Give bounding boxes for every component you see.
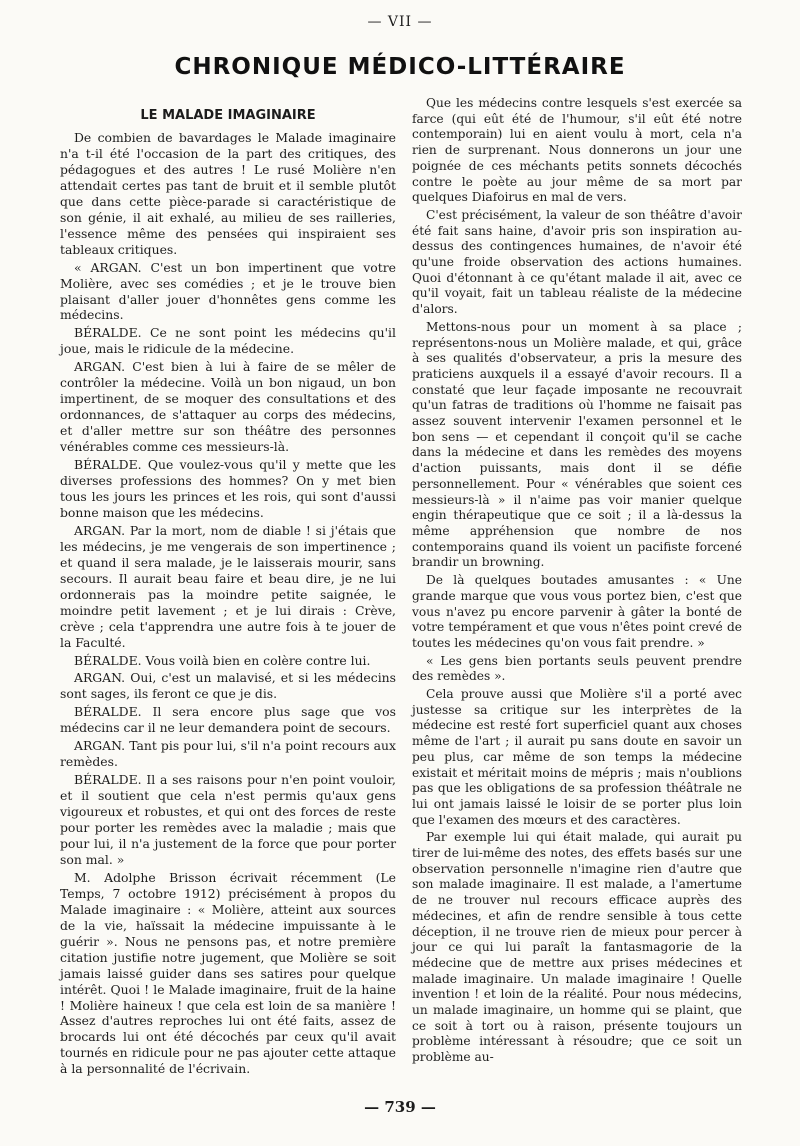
paragraph: ARGAN. Par la mort, nom de diable ! si j'étais que les médecins, je me vengerais de son impertinence ; et quand il sera malade, je le laisserais mourir, sans secours. Il aurait beau faire et beau dire, je ne lui ordonnerais pas la moindre petite saignée, le moindre petit lavement ; et je lui dirais : Crève, crève ; cela t'apprendra une autre fois à te jouer de la Faculté.	[60, 522, 396, 650]
paragraph: ARGAN. C'est bien à lui à faire de se mêler de contrôler la médecine. Voilà un bon nigaud, un bon impertinent, de se moquer des consultations et des ordonnances, de s'attaquer au corps des médecins, et d'aller mettre sur son théâtre des personnes vénérables comme ces messieurs-là.	[60, 359, 396, 455]
paragraph: ARGAN. Oui, c'est un malavisé, et si les médecins sont sages, ils feront ce que je dis.	[60, 670, 396, 702]
paragraph: BÉRALDE. Que voulez-vous qu'il y mette que les diverses professions des hommes? On y met bien tous les jours les princes et les rois, qui sont d'aussi bonne maison que les médecins.	[60, 457, 396, 520]
left-column	[60, 96, 396, 1079]
paragraph: Mettons-nous pour un moment à sa place ; représentons-nous un Molière malade, et qui, grâce à ses qualités d'observateur, a pris la mesure des praticiens auxquels il a essayé d'avoir recours. Il a constaté que leur façade imposante ne recouvrait qu'un fatras de traditions où l'homme ne faisait pas assez souvent intervenir l'examen personnel et le bon sens — et cependant il conçoit qu'il se cache dans la médecine et dans les remèdes des moyens d'action puissants, mais dont il se défie personnellement. Pour « vénérables que soient ces messieurs-là » il n'aime pas voir manier quelque engin thérapeutique que ce soit ; il a là-dessus la même appréhension que nombre de nos contemporains quand ils voient un pacifiste forcené brandir un browning.	[412, 319, 742, 570]
paragraph: BÉRALDE. Ce ne sont point les médecins qu'il joue, mais le ridicule de la médecine.	[60, 325, 396, 357]
paragraph: BÉRALDE. Vous voilà bien en colère contre lui.	[74, 652, 371, 668]
paragraph: De combien de bavardages le Malade imaginaire n'a t-il été l'occasion de la part des critiques, des pédagogues et des autres ! Le rusé Molière n'en attendait certes pas tant de bruit et il semble plutôt que dans cette pièce-parade si caractéristique de son génie, il ait exhalé, au milieu de ses railleries, l'essence même des pensées qui inspiraient ses tableaux critiques.	[60, 130, 396, 257]
section-title: CHRONIQUE MÉDICO-LITTÉRAIRE	[174, 54, 626, 80]
paragraph: Que les médecins contre lesquels s'est exercée sa farce (qui eût été de l'humour, s'il eût été notre contemporain) lui en aient voulu à mort, cela n'a rien de surprenant. Nous donnerons un jour une poignée de ces méchants petits sonnets décochés contre le poète au jour même de sa mort par quelques Diafoirus en mal de vers.	[412, 96, 742, 205]
paragraph: « Les gens bien portants seuls peuvent prendre des remèdes ».	[412, 653, 742, 684]
paragraph: C'est précisément, la valeur de son théâtre d'avoir été fait sans haine, d'avoir pris son inspiration au-dessus des contingences humaines, de n'avoir été qu'une froide observation des actions humaines. Quoi d'étonnant à ce qu'étant malade il ait, avec ce qu'il voyait, fait un tableau réaliste de la médecine d'alors.	[412, 207, 742, 317]
right-column	[412, 96, 742, 1068]
paragraph: De là quelques boutades amusantes : « Une grande marque que vous vous portez bien, c'est que vous n'avez pu encore parvenir à gâter la bonté de votre tempérament et que vous n'êtes point crevé de toutes les médecines qu'on vous fait prendre. »	[412, 573, 742, 650]
article-title: LE MALADE IMAGINAIRE	[140, 108, 316, 123]
paragraph: M. Adolphe Brisson écrivait récemment (Le Temps, 7 octobre 1912) précisément à propos du Malade imaginaire : « Molière, atteint aux sources de la vie, haïssait la médecine impuissante à le guérir ». Nous ne pensons pas, et notre première citation justifie notre jugement, que Molière se soit jamais laissé guider dans ses satires pour quelque intérêt. Quoi ! le Malade imaginaire, fruit de la haine ! Molière haineux ! que cela est loin de sa manière ! Assez d'autres reproches lui ont été faits, assez de brocards lui ont été décochés par ceux qu'il avait tournés en ridicule pour ne pas ajouter cette attaque à la personnalité de l'écrivain.	[60, 869, 396, 1077]
paragraph: Par exemple lui qui était malade, qui aurait pu tirer de lui-même des notes, des effets basés sur une observation personnelle n'imagine rien d'autre que son malade imaginaire. Il est malade, a l'amertume de ne trouver nul recours efficace auprès des médecines, et afin de rendre sensible à tous cette déception, il ne trouve rien de mieux pour percer à jour ce qui lui paraît la fantasmagorie de la médecine que de mettre aux prises médecines et malade imaginaire. Un malade imaginaire ! Quelle invention ! et loin de la réalité. Pour nous médecins, un malade imaginaire, un homme qui se plaint, que ce soit à tort ou à raison, présente toujours un problème intéressant à résoudre; que ce soit un problème au-	[412, 830, 742, 1065]
page-number: — 739 —	[364, 1098, 436, 1116]
paragraph: ARGAN. Tant pis pour lui, s'il n'a point recours aux remèdes.	[60, 738, 396, 770]
paragraph: BÉRALDE. Il a ses raisons pour n'en point vouloir, et il soutient que cela n'est permis qu'aux gens vigoureux et robustes, et qui ont des forces de reste pour porter les remèdes avec la maladie ; mais que pour lui, il n'a justement de la force que pour porter son mal. »	[60, 772, 396, 867]
paragraph: Cela prouve aussi que Molière s'il a porté avec justesse sa critique sur les interprètes de la médecine est resté fort superficiel quant aux choses même de l'art ; il aurait pu sans doute en savoir un peu plus, car même de son temps la médecine existait et méritait moins de mépris ; mais n'oublions pas que les obligations de sa profession théâtrale ne lui ont jamais laissé le loisir de se porter plus loin que l'examen des mœurs et des caractères.	[412, 687, 742, 827]
page-roman-numeral: — VII —	[367, 14, 433, 30]
paragraph: BÉRALDE. Il sera encore plus sage que vos médecins car il ne leur demandera point de secours.	[60, 704, 396, 736]
paragraph: « ARGAN. C'est un bon impertinent que votre Molière, avec ses comédies ; et je le trouve bien plaisant d'aller jouer d'honnêtes gens comme les médecins.	[60, 259, 396, 323]
